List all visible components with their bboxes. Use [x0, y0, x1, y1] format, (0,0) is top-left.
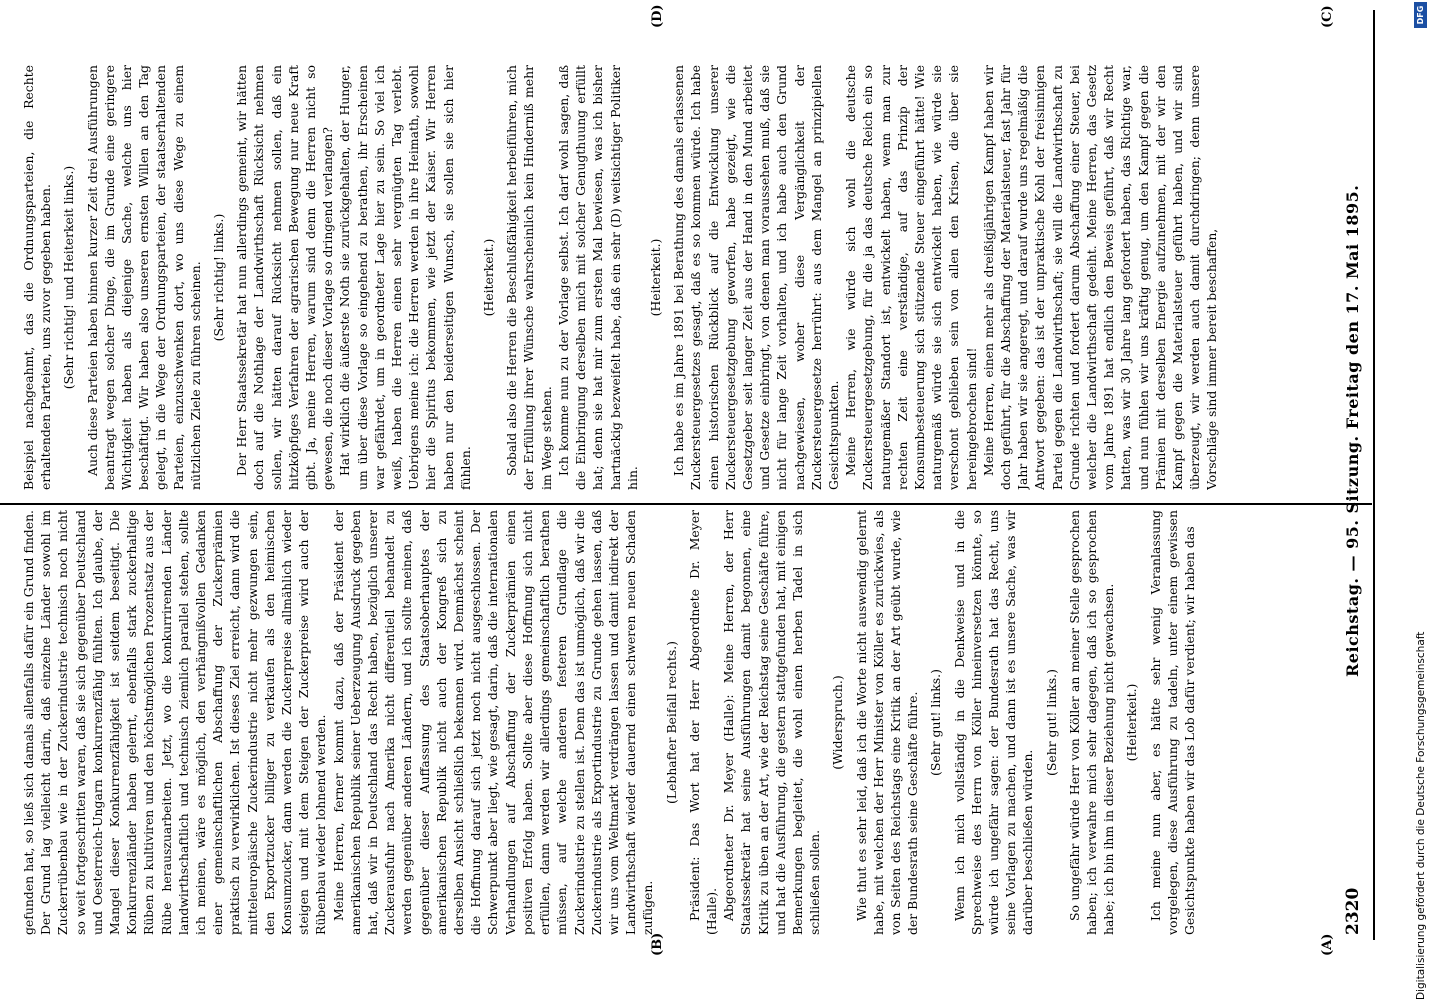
right-paragraph: Hat wirklich die äußerste Noth sie zurückgehalten, der Hunger, um über diese Vorlage so eingehend zu berathen, ihr Erscheinen war gefährdet, um in geordneter Lage hier zu sein. So viel ich weiß, haben die Herren einen sehr vergnügten Tag verlebt. Uebrigens meine ich: die Herren werden in ihre Heimath, sowohl hier die Spiritus bekommen, wie jetzt der Kaiser. Wir Herren haben nur den beiderseitigen Wunsch, sie sollen sie sich hier fühlen. — [337, 65, 473, 490]
column-divider — [0, 503, 1372, 505]
left-paragraph: So ungefähr würde Herr von Köller an meiner Stelle gesprochen haben; ich verwahre mich sehr dagegen, daß ich so gesprochen habe; ich bin ihm in dieser Beziehung nicht gewachsen. — [1066, 510, 1117, 935]
left-paragraph: Wenn ich mich vollständig in die Denkweise und in die Sprechweise des Herrn von Köller hineinversetzen könnte, so würde ich ungefähr sagen: der Bundesrath hat das Recht, uns seine Vorlagen zu machen, und dann ist es unsere Sache, was wir darüber beschließen würden. — [951, 510, 1036, 935]
left-interjection: (Sehr gut! links.) — [928, 669, 944, 776]
left-text-column — [20, 510, 1330, 935]
margin-marker-d: (D) — [650, 4, 665, 28]
margin-marker-c: (C) — [1320, 5, 1335, 28]
right-paragraph: Der Herr Staatssekretär hat nun allerdings gemeint, wir hätten doch auf die Nothlage der Landwirthschaft Rücksicht nehmen sollen, wir hätten darauf Rücksicht nehmen sollen, daß ein hitzköpfiges Verfahren der agrarischen Bewegung nur neue Kraft gibt. Ja, meine Herren, warum sind denn die Herren nicht so gewesen, die noch dieser Vorlage so dringend verlangen? — [234, 65, 336, 490]
digitization-note: Digitalisierung gefördert durch die Deutsche Forschungsgemeinschaft — [1415, 631, 1427, 1000]
left-paragraph: Abgeordneter Dr. Meyer (Halle): Meine Herren, der Herr Staatssekretär hat seine Ausführungen damit begonnen, eine Kritik zu üben an der Art, wie der Reichstag seine Geschäfte führe, und hat die Ausführung, die gestern stattgefunden hat, mit einigen Bemerkungen begleitet, die wohl einen herben Tadel in sich schließen sollen. — [721, 510, 823, 935]
running-title: Reichstag. — 95. Sitzung. Freitag den 17. Mai 1895. — [1343, 184, 1362, 677]
margin-marker-a: (A) — [1320, 933, 1335, 956]
right-text-column — [20, 65, 1330, 490]
header-rule — [1373, 10, 1375, 940]
right-paragraph: Auch diese Parteien haben binnen kurzer Zeit drei Ausführungen beantragt wegen solcher Dinge, die im Grunde eine geringere Wichtigkeit haben als diejenige Sache, welche uns hier beschäftigt. Wir haben also unseren ernsten Willen an den Tag gelegt, in die Wege der Ordnungsparteien, der staatserhaltenden Parteien, einzuschwenken dort, wo uns diese Wege zu einem nützlichen Ziele zu führen scheinen. — [84, 65, 203, 490]
right-paragraph: Sobald also die Herren die Beschlußfähigkeit herbeiführen, mich der Erfüllung ihrer Wünsche wahrscheinlich kein Hinderniß mehr im Wege stehen. — [504, 65, 554, 490]
margin-marker-b: (B) — [650, 932, 665, 956]
dfg-logo: DFG — [1414, 2, 1427, 28]
right-interjection: (Sehr richtig! links.) — [211, 213, 227, 342]
left-paragraph: Präsident: Das Wort hat der Herr Abgeordnete Dr. Meyer (Halle). — [686, 510, 719, 935]
page-header — [1343, 15, 1373, 935]
left-interjection: (Lebhafter Beifall rechts.) — [663, 641, 679, 804]
left-interjection: (Widerspruch.) — [830, 675, 846, 770]
left-interjection: (Heiterkeit.) — [1124, 683, 1140, 762]
right-interjection: (Heiterkeit.) — [481, 238, 497, 317]
left-paragraph: Meine Herren, ferner kommt dazu, daß der Präsident der amerikanischen Republik seiner Ueberzeugung Ausdruck gegeben hat, daß wir in Deutschland das Recht haben, bezüglich unserer Zuckerausfuhr nach Amerika nicht differentiell behandelt zu werden gegenüber anderen Ländern, und ich sollte meinen, daß gegenüber dieser Auffassung des Staatsoberhauptes der amerikanischen Republik nicht auch der Kongreß sich zu derselben Ansicht schließlich bekennen wird. Demnächst scheint die Hoffnung darauf sich jetzt noch nicht ausgeschlossen. Der Schwerpunkt aber liegt, wie gesagt, darin, daß die internationalen Verhandlungen auf Abschaffung der Zuckerprämien einen positiven Erfolg haben. Sollte aber diese Hoffnung sich nicht erfüllen, dann werden wir allerdings gemeinschaftlich berathen müssen, auf welche anderen festeren Grundlage die Zuckerindustrie zu stellen ist. Denn das ist unmöglich, daß wir die Zuckerindustrie als Exportindustrie zu Grunde gehen lassen, daß wir uns vom Weltmarkt verdrängen lassen und damit indirekt der Landwirthschaft wieder dauernd einen schweren neuen Schaden zufügen. — [330, 510, 656, 935]
left-paragraph: Ich meine nun aber, es hätte sehr wenig Veranlassung vorgelegen, diese Ausführung zu tadeln, unter einem gewissen Gesichtspunkte haben wir das Lob dafür verdient; wir haben das — [1147, 510, 1197, 935]
left-paragraph: Wie thut es sehr leid, daß ich die Worte nicht auswendig gelernt habe, mit welchen der Herr Minister von Köller es zurückwies, als von Seiten des Reichstags eine Kritik an der Art geübt wurde, wie der Bundesrath seine Geschäfte führe. — [853, 510, 921, 935]
right-paragraph: Meine Herren, einen mehr als dreißigjährigen Kampf haben wir doch geführt, für die Abschaffung der Materialsteuer, fast Jahr für Jahr haben wir sie angeregt, und darauf wurde uns regelmäßig die Antwort gegeben: das ist der unpraktische Kohl der freisinnigen Partei gegen die Landwirthschaft; sie will die Landwirthschaft zu Grunde richten und fordert darum Abschaffung einer Steuer, bei welcher die Landwirthschaft gedeiht. Meine Herren, das Gesetz vom Jahre 1891 hat endlich den Beweis geführt, daß wir Recht hatten, was wir 30 Jahre lang gefordert haben, das Richtige war, und nun fühlen wir uns kräftig genug, um den Kampf gegen die Prämien mit derselben Energie aufzunehmen, mit der wir den Kampf gegen die Materialsteuer geführt haben, und wir sind überzeugt, wir werden auch damit durchdringen; denn unsere Vorschläge sind immer bereit beschaffen, — [980, 65, 1220, 490]
right-interjection: (Sehr richtig! und Heiterkeit links.) — [61, 165, 77, 390]
right-paragraph: Ich habe es im Jahre 1891 bei Berathung des damals erlassenen Zuckersteuergesetzes gesagt, daß es so kommen würde. Ich habe einen historischen Rückblick auf die Entwicklung unserer Zuckersteuergesetzgebung geworfen, habe gezeigt, wie die Gesetzgeber seit langer Zeit aus der Hand in den Mund arbeitet und Gesetze einbringt, von denen man voraussehen muß, daß sie nicht für lange Zeit vorhalten, und ich habe auch den Grund nachgewiesen, woher diese Vergänglichkeit der Zuckersteuergesetze herrührt: aus dem Mangel an prinzipiellen Gesichtspunkten. — [671, 65, 841, 490]
page-footer — [1412, 0, 1432, 1000]
right-paragraph: Meine Herren, wie würde sich wohl die deutsche Zuckersteuergesetzgebung, für die ja das deutsche Reich ein so naturgemäßer Standort ist, entwickelt haben, wenn man zur rechten Zeit eine verständige, auf das Prinzip der Konsumbesteuerung sich stützende Steuer eingeführt hätte! Wie naturgemäß würde sie sich entwickelt haben, wie würde sie verschont geblieben sein von allen den Krisen, die über sie hereingebrochen sind! — [843, 65, 979, 490]
right-paragraph: Beispiel nachgeahmt, das die Ordnungsparteien, die Rechte erhaltenden Parteien, uns zuvor gegeben haben. — [21, 65, 54, 490]
right-interjection: (Heiterkeit.) — [647, 238, 663, 317]
page-number: 2320 — [1343, 887, 1363, 935]
right-paragraph: Ich komme nun zu der Vorlage selbst. Ich darf wohl sagen, daß die Einbringung derselben mich mit solcher Genugthuung erfüllt hat; denn sie hat mir zum ersten Mal bewiesen, was ich bisher hartnäckig bezweifelt habe, daß ein sehr (D) weitsichtiger Politiker hin. — [555, 65, 640, 490]
left-paragraph: gefunden hat, so ließ sich damals allenfalls dafür ein Grund finden. Der Grund lag vielleicht darin, daß einzelne Länder sowohl im Zuckerrübenbau wie in der Zuckerindustrie technisch noch nicht so weit fortgeschritten waren, daß sie sich gegenüber Deutschland und Oesterreich-Ungarn konkurrenzfähig fühlten. Ich glaube, der Mangel dieser Konkurrenzfähigkeit ist seitdem beseitigt. Die Konkurrenzländer haben gelernt, ebenfalls stark zuckerhaltige Rüben zu kultiviren und den höchstmöglichen Prozentsatz aus der Rübe herauszuarbeiten. Jetzt, wo die konkurrirenden Länder landwirthschaftlich und technisch ziemlich parallel stehen, sollte ich meinen, wäre es möglich, den verhängnißvollen Gedanken einer gemeinschaftlichen Abschaffung der Zuckerprämien praktisch zu verwirklichen. Ist dieses Ziel erreicht, dann wird die mitteleuropäische Zuckerindustrie nicht mehr gezwungen sein, den Exportzucker billiger zu verkaufen als den heimischen Konsumzucker, dann werden die Zuckerpreise allmählich wieder steigen und mit dem Steigen der Zuckerpreise wird auch der Rübenbau wieder lohnend werden. — [21, 510, 329, 935]
left-interjection: (Sehr gut! links.) — [1043, 669, 1059, 776]
